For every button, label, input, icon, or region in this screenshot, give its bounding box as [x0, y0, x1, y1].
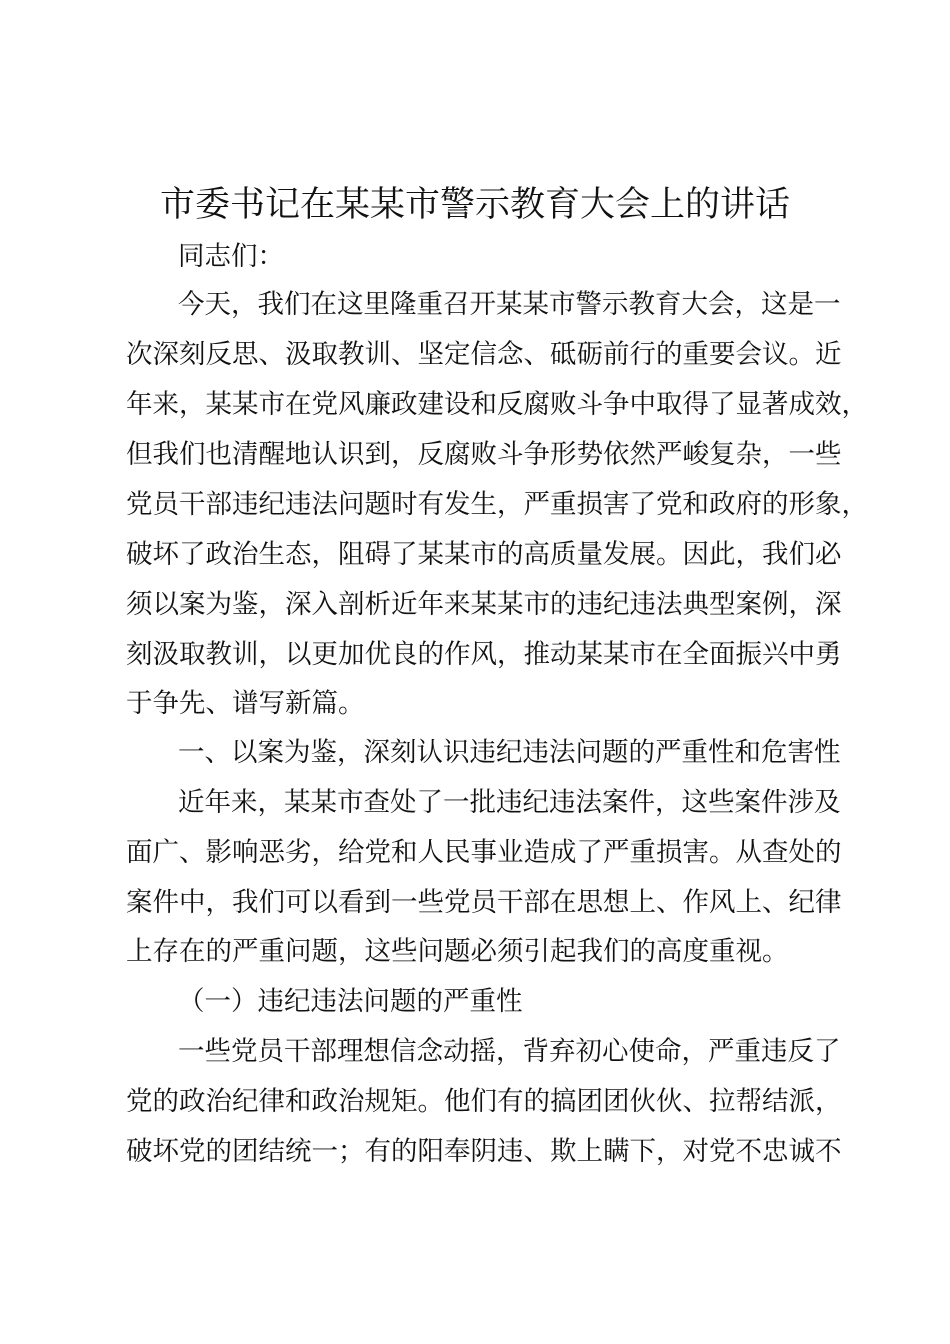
document-title: 市委书记在某某市警示教育大会上的讲话	[159, 185, 790, 225]
paragraph-line: 党的政治纪律和政治规矩。他们有的搞团团伙伙、拉帮结派，	[126, 1086, 842, 1117]
paragraph-line: 党员干部违纪违法问题时有发生，严重损害了党和政府的形象，	[126, 489, 868, 520]
salutation: 同志们：	[178, 241, 284, 272]
paragraph-line: 刻汲取教训，以更加优良的作风，推动某某市在全面振兴中勇	[126, 639, 842, 670]
subsection-heading: （一）违纪违法问题的严重性	[178, 986, 523, 1017]
paragraph-line: 今天，我们在这里隆重召开某某市警示教育大会，这是一	[178, 289, 841, 320]
paragraph-line: 破坏党的团结统一；有的阳奉阴违、欺上瞒下，对党不忠诚不	[126, 1136, 842, 1167]
paragraph-line: 近年来，某某市查处了一批违纪违法案件，这些案件涉及	[178, 787, 841, 818]
section-heading: 一、以案为鉴，深刻认识违纪违法问题的严重性和危害性	[178, 737, 841, 768]
paragraph-line: 须以案为鉴，深入剖析近年来某某市的违纪违法典型案例，深	[126, 589, 842, 620]
paragraph-line: 案件中，我们可以看到一些党员干部在思想上、作风上、纪律	[126, 887, 842, 918]
paragraph-line: 于争先、谱写新篇。	[126, 688, 365, 719]
paragraph-line: 上存在的严重问题，这些问题必须引起我们的高度重视。	[126, 936, 789, 967]
paragraph-line: 破坏了政治生态，阻碍了某某市的高质量发展。因此，我们必	[126, 539, 842, 570]
paragraph-line: 面广、影响恶劣，给党和人民事业造成了严重损害。从查处的	[126, 837, 842, 868]
paragraph-line: 年来，某某市在党风廉政建设和反腐败斗争中取得了显著成效，	[126, 389, 868, 420]
paragraph-line: 次深刻反思、汲取教训、坚定信念、砥砺前行的重要会议。近	[126, 339, 842, 370]
paragraph-line: 一些党员干部理想信念动摇，背弃初心使命，严重违反了	[178, 1036, 841, 1067]
paragraph-line: 但我们也清醒地认识到，反腐败斗争形势依然严峻复杂，一些	[126, 439, 842, 470]
